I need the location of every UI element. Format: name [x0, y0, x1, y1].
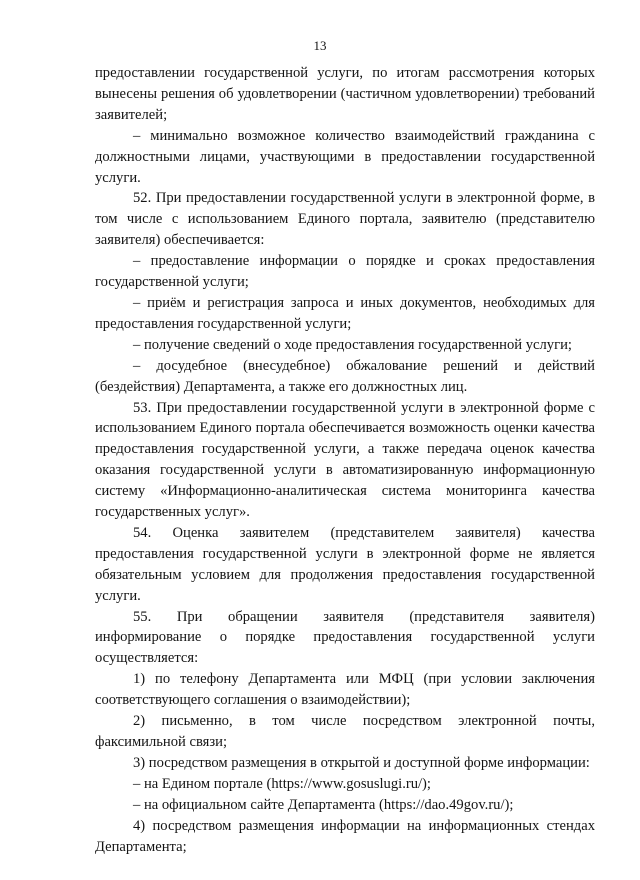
- list-item-appeal: – досудебное (внесудебное) обжалование решений и действий (бездействия) Департамента, а также его должностных лиц.: [95, 357, 595, 395]
- paragraph-55: 55. При обращении заявителя (представителя заявителя) информирование о порядке предоставления государственной услуги осуществляется:: [95, 608, 595, 667]
- list-item-unified-portal: – на Едином портале (https://www.gosuslugi.ru/);: [133, 775, 431, 792]
- paragraph-52: 52. При предоставлении государственной услуги в электронной форме, в том числе с использованием Единого портала, заявителю (представителю заявителя) обеспечивается:: [95, 190, 595, 249]
- list-item-phone: 1) по телефону Департамента или МФЦ (при условии заключения соответствующего соглашения о взаимодействии);: [95, 671, 595, 709]
- list-item-publication: 3) посредством размещения в открытой и доступной форме информации:: [133, 754, 590, 771]
- list-item-info-stands: 4) посредством размещения информации на информационных стендах Департамента;: [95, 817, 595, 855]
- document-body: [95, 63, 595, 857]
- list-item-official-site: – на официальном сайте Департамента (https://dao.49gov.ru/);: [133, 796, 514, 813]
- paragraph-continuation: предоставлении государственной услуги, по итогам рассмотрения которых вынесены решения об удовлетворении (частичном удовлетворении) требований заявителей;: [95, 65, 595, 123]
- paragraph-53: 53. При предоставлении государственной услуги в электронной форме с использованием Единого портала обеспечивается возможность оценки качества предоставления государственной услуги, а также передача оценок качества оказания государственной услуги в автоматизированную информационную систему «Информационно-аналитическая система мониторинга качества государственных услуг».: [95, 399, 595, 521]
- list-item-status: – получение сведений о ходе предоставления государственной услуги;: [133, 336, 572, 353]
- list-item-min-interactions: – минимально возможное количество взаимодействий гражданина с должностными лицами, участвующими в предоставлении государственной услуги.: [95, 127, 595, 186]
- list-item-information: – предоставление информации о порядке и сроках предоставления государственной услуги;: [95, 253, 595, 291]
- list-item-registration: – приём и регистрация запроса и иных документов, необходимых для предоставления государственной услуги;: [95, 294, 595, 332]
- page-number: 13: [313, 38, 327, 53]
- list-item-written: 2) письменно, в том числе посредством электронной почты, факсимильной связи;: [95, 713, 595, 750]
- paragraph-54: 54. Оценка заявителем (представителем заявителя) качества предоставления государственной услуги в электронной форме не является обязательным условием для продолжения предоставления государственной услуги.: [95, 524, 595, 604]
